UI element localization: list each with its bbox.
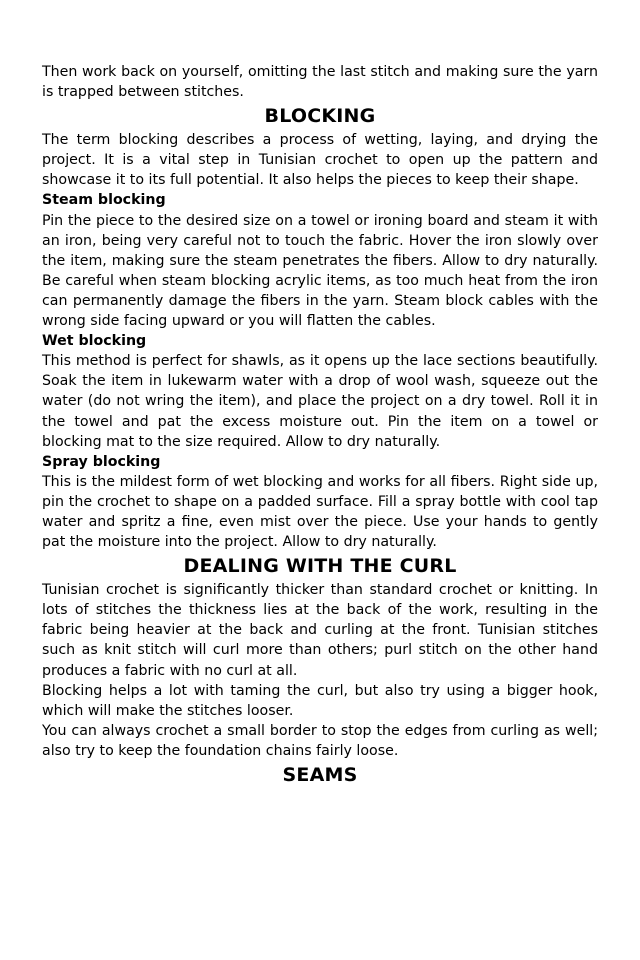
- curl-paragraph: Blocking helps a lot with taming the curl, but also try using a bigger hook, which will make the stitches looser.: [42, 682, 598, 719]
- seams-heading: SEAMS: [282, 764, 358, 786]
- curl-paragraph: Tunisian crochet is significantly thicker than standard crochet or knitting. In lots of stitches the thickness lies at the back of the work, resulting in the fabric being heavier at the back and curling at the front. Tunisian stitches such as knit stitch will curl more than others; purl stitch on the other hand produces a fabric with no curl at all.: [42, 582, 598, 679]
- blocking-heading: BLOCKING: [264, 105, 376, 128]
- spray-blocking-heading: Spray blocking: [42, 453, 161, 470]
- steam-blocking-heading: Steam blocking: [42, 192, 166, 209]
- wet-blocking-paragraph: This method is perfect for shawls, as it opens up the lace sections beautifully. Soak the item in lukewarm water with a drop of wool wash, squeeze out the water (do not wring the item), and place the project on a dry towel. Roll it in the towel and pat the excess moisture out. Pin the item on a towel or blocking mat to the size required. Allow to dry naturally.: [42, 353, 598, 450]
- curl-paragraph: You can always crochet a small border to stop the edges from curling as well; also try to keep the foundation chains fairly loose.: [42, 722, 598, 759]
- wet-blocking-heading: Wet blocking: [42, 333, 147, 350]
- blocking-intro-paragraph: The term blocking describes a process of wetting, laying, and drying the project. It is a vital step in Tunisian crochet to open up the pattern and showcase it to its full potential. It also helps the pieces to keep their shape.: [42, 132, 598, 189]
- intro-paragraph: Then work back on yourself, omitting the last stitch and making sure the yarn is trapped between stitches.: [42, 64, 598, 101]
- steam-blocking-paragraph: Pin the piece to the desired size on a towel or ironing board and steam it with an iron, being very careful not to touch the fabric. Hover the iron slowly over the item, making sure the steam penetrates the fibers. Allow to dry naturally. Be careful when steam blocking acrylic items, as too much heat from the iron can permanently damage the fibers in the yarn. Steam block cables with the wrong side facing upward or you will flatten the cables.: [42, 212, 598, 330]
- spray-blocking-paragraph: This is the mildest form of wet blocking and works for all fibers. Right side up, pin the crochet to shape on a padded surface. Fill a spray bottle with cool tap water and spritz a fine, even mist over the piece. Use your hands to gently pat the moisture into the project. Allow to dry naturally.: [42, 473, 598, 551]
- document-page: [42, 62, 598, 789]
- curl-heading: DEALING WITH THE CURL: [183, 555, 457, 578]
